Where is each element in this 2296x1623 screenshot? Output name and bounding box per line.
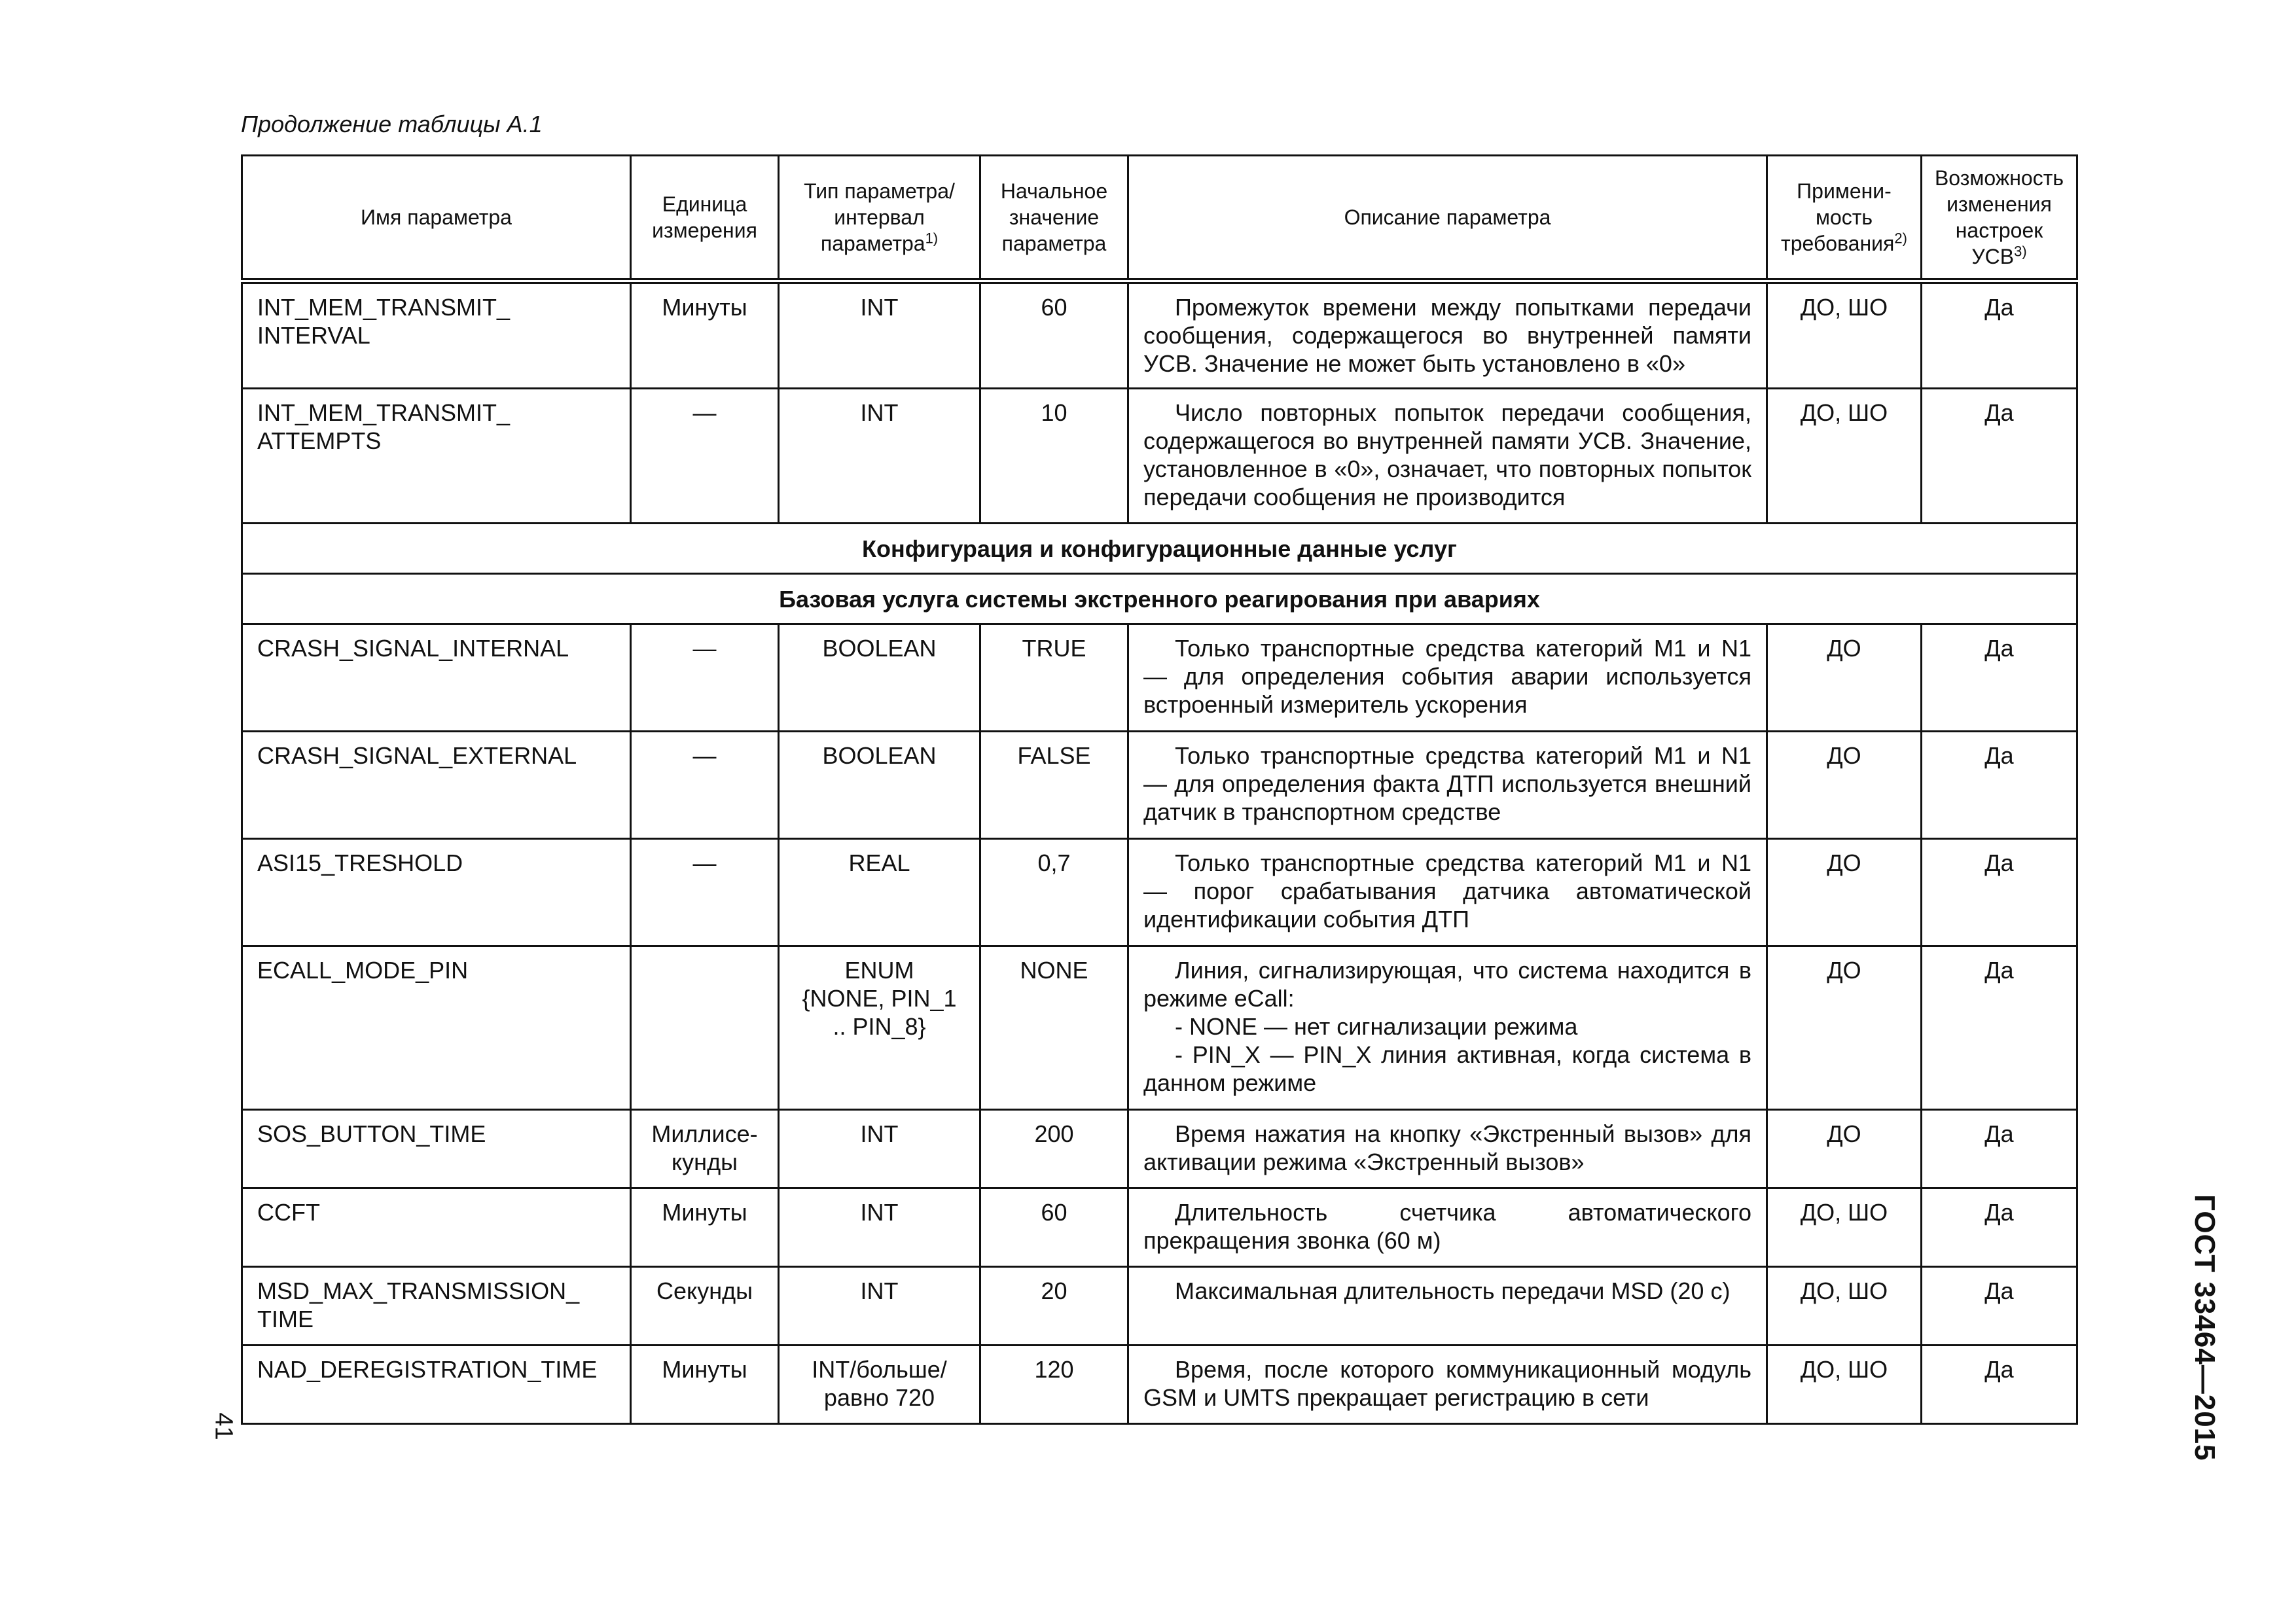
param-description: Только транспортные средства категорий М1 и N1 — для определения события аварии используется встроенный измеритель ускорения [1128, 624, 1767, 732]
param-unit: — [631, 389, 779, 524]
table-row [242, 1188, 2077, 1267]
param-unit: Секунды [631, 1267, 779, 1346]
param-applicability: ДО [1767, 946, 1922, 1110]
param-description: Время, после которого коммуникационный модуль GSM и UMTS прекращает регистрацию в сети [1128, 1346, 1767, 1424]
param-unit: Минуты [631, 1188, 779, 1267]
param-unit: — [631, 624, 779, 732]
param-type: ENUM {NONE, PIN_1 .. PIN_8} [779, 946, 980, 1110]
param-description: Длительность счетчика автоматического прекращения звонка (60 м) [1128, 1188, 1767, 1267]
param-applicability: ДО [1767, 624, 1922, 732]
header-name: Имя параметра [242, 156, 631, 281]
parameters-table [241, 154, 2078, 1425]
param-unit [631, 946, 779, 1110]
param-type: INT [779, 389, 980, 524]
param-unit: Минуты [631, 281, 779, 389]
param-description: Время нажатия на кнопку «Экстренный вызов» для активации режима «Экстренный вызов» [1128, 1110, 1767, 1188]
section-config-title: Конфигурация и конфигурационные данные услуг [242, 524, 2077, 574]
param-initial: 10 [980, 389, 1128, 524]
table-row [242, 946, 2077, 1110]
param-initial: 0,7 [980, 839, 1128, 946]
param-unit: — [631, 732, 779, 839]
param-applicability: ДО, ШО [1767, 389, 1922, 524]
param-applicability: ДО [1767, 1110, 1922, 1188]
param-type: BOOLEAN [779, 624, 980, 732]
table-row [242, 624, 2077, 732]
param-applicability: ДО, ШО [1767, 1346, 1922, 1424]
param-applicability: ДО, ШО [1767, 1188, 1922, 1267]
param-name: SOS_BUTTON_TIME [242, 1110, 631, 1188]
param-unit: — [631, 839, 779, 946]
param-initial: 20 [980, 1267, 1128, 1346]
param-unit: Минуты [631, 1346, 779, 1424]
param-initial: 200 [980, 1110, 1128, 1188]
table-row [242, 839, 2077, 946]
param-description: Число повторных попыток передачи сообщения, содержащегося во внутренней памяти УСВ. Значение, установленное в «0», означает, что повторных попыток передачи сообщения не производится [1128, 389, 1767, 524]
param-changeable: Да [1922, 946, 2077, 1110]
param-changeable: Да [1922, 1110, 2077, 1188]
section-row [242, 524, 2077, 574]
param-type: BOOLEAN [779, 732, 980, 839]
param-name: CCFT [242, 1188, 631, 1267]
page-number: 41 [209, 1412, 238, 1440]
header-initial: Начальное значение параметра [980, 156, 1128, 281]
header-row [242, 156, 2077, 281]
param-name: ASI15_TRESHOLD [242, 839, 631, 946]
param-changeable: Да [1922, 839, 2077, 946]
param-changeable: Да [1922, 281, 2077, 389]
param-initial: 120 [980, 1346, 1128, 1424]
section-row [242, 574, 2077, 624]
param-type: INT [779, 281, 980, 389]
param-description: Промежуток времени между попытками передачи сообщения, содержащегося во внутренней памяти УСВ. Значение не может быть установлено в «0» [1128, 281, 1767, 389]
param-description: Только транспортные средства категорий М1 и N1 — порог срабатывания датчика автоматической идентификации события ДТП [1128, 839, 1767, 946]
param-name: CRASH_SIGNAL_EXTERNAL [242, 732, 631, 839]
header-type: Тип параметра/ интервал параметра$^{1)}$ [779, 156, 980, 281]
param-applicability: ДО, ШО [1767, 281, 1922, 389]
param-name: MSD_MAX_TRANSMISSION_ TIME [242, 1267, 631, 1346]
param-name: CRASH_SIGNAL_INTERNAL [242, 624, 631, 732]
param-initial: FALSE [980, 732, 1128, 839]
param-initial: 60 [980, 281, 1128, 389]
param-changeable: Да [1922, 624, 2077, 732]
param-initial: 60 [980, 1188, 1128, 1267]
param-initial: TRUE [980, 624, 1128, 732]
header-description: Описание параметра [1128, 156, 1767, 281]
param-applicability: ДО [1767, 839, 1922, 946]
table-caption: Продолжение таблицы А.1 [241, 111, 543, 137]
param-type: INT/больше/ равно 720 [779, 1346, 980, 1424]
standard-designation: ГОСТ 33464—2015 [2189, 1194, 2221, 1461]
param-description: Максимальная длительность передачи MSD (20 с) [1128, 1267, 1767, 1346]
header-unit: Единица измерения [631, 156, 779, 281]
param-type: INT [779, 1110, 980, 1188]
section-basic-title: Базовая услуга системы экстренного реагирования при авариях [242, 574, 2077, 624]
param-type: INT [779, 1267, 980, 1346]
table-row [242, 732, 2077, 839]
param-applicability: ДО, ШО [1767, 1267, 1922, 1346]
param-type: REAL [779, 839, 980, 946]
param-name: ECALL_MODE_PIN [242, 946, 631, 1110]
table-row [242, 1110, 2077, 1188]
param-changeable: Да [1922, 1267, 2077, 1346]
header-applicability: Примени- мость требования$^{2)}$ [1767, 156, 1922, 281]
table-row [242, 1346, 2077, 1424]
param-description: Линия, сигнализирующая, что система находится в режиме eCall: - NONE — нет сигнализации режима - PIN_X — PIN_X линия активная, когда система в данном режиме [1128, 946, 1767, 1110]
param-changeable: Да [1922, 1188, 2077, 1267]
param-name: NAD_DEREGISTRATION_TIME [242, 1346, 631, 1424]
param-name: INT_MEM_TRANSMIT_ ATTEMPTS [242, 389, 631, 524]
table-row [242, 281, 2077, 389]
table-row [242, 389, 2077, 524]
param-initial: NONE [980, 946, 1128, 1110]
param-type: INT [779, 1188, 980, 1267]
param-changeable: Да [1922, 732, 2077, 839]
param-changeable: Да [1922, 389, 2077, 524]
param-applicability: ДО [1767, 732, 1922, 839]
param-name: INT_MEM_TRANSMIT_ INTERVAL [242, 281, 631, 389]
param-changeable: Да [1922, 1346, 2077, 1424]
param-unit: Миллисе- кунды [631, 1110, 779, 1188]
header-changeable: Возможность изменения настроек УСВ$^{3)}$ [1922, 156, 2077, 281]
param-description: Только транспортные средства категорий М1 и N1 — для определения факта ДТП используется внешний датчик в транспортном средстве [1128, 732, 1767, 839]
table-row [242, 1267, 2077, 1346]
